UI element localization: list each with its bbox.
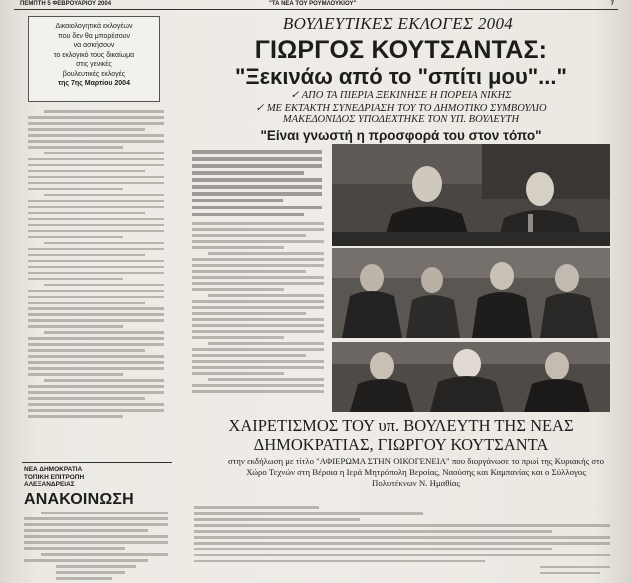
header-date: ΠΕΜΠΤΗ 5 ΦΕΒΡΟΥΑΡΙΟΥ 2004 xyxy=(20,1,112,7)
photo-council-meeting-image xyxy=(332,144,610,246)
article-subhead-2b: ΜΑΚΕΔΟΝΙΔΟΣ ΥΠΟΔΕΧΤΗΚΕ ΤΟΝ ΥΠ. ΒΟΥΛΕΥΤΗ xyxy=(282,114,520,125)
greeting-letter-lines xyxy=(194,506,610,578)
article-subhead-3: "Είναι γνωστή η προσφορά του στον τόπο" xyxy=(260,128,542,143)
intro-line: που δεν θα μπορέσουν xyxy=(57,32,131,40)
greeting-subline: στην εκδήλωση με τίτλο "ΑΦΙΕΡΩΜΑ ΣΤΗΝ ΟΙΚΟΓΕΝΕΙΑ" που διοργάνωσε το πρωί της Κυριακής στο Χώρο Τεχνών στη Βέροια η Ιερά Μητρόπολη Βεροίας, Ναούσης και Καμπανίας και ο Σύλλογος Πολυτέκνων Ν. Ημαθίας xyxy=(227,456,605,488)
article-body-column xyxy=(186,144,328,412)
header-masthead: "ΤΑ ΝΕΑ ΤΟΥ ΡΟΥΜΛΟΥΚΙΟΥ" xyxy=(269,1,357,7)
photo-greeting-crowd xyxy=(332,342,610,412)
announcement-signature xyxy=(56,565,136,580)
main-article xyxy=(186,12,616,583)
photo-group-meeting xyxy=(332,248,610,338)
photo-group-meeting-image xyxy=(332,248,610,338)
greeting-letter-text xyxy=(194,506,610,578)
greeting-headline: ΧΑΙΡΕΤΙΣΜΟΣ ΤΟΥ υπ. ΒΟΥΛΕΥΤΗ ΤΗΣ ΝΕΑΣ ΔΗΜΟΚΡΑΤΙΑΣ, ΓΙΩΡΓΟΥ ΚΟΥΤΣΑΝΤΑ xyxy=(228,416,574,454)
intro-line: Δικαιολογητικά εκλογέων xyxy=(55,23,133,30)
photo-greeting-crowd-image xyxy=(332,342,610,412)
article-headline-name: ΓΙΩΡΓΟΣ ΚΟΥΤΣΑΝΤΑΣ: xyxy=(254,36,548,64)
left-column-body-text xyxy=(28,110,164,421)
article-body-text xyxy=(192,222,324,392)
announcement-title: ΑΝΑΚΟΙΝΩΣΗ xyxy=(24,490,134,508)
announcement-body-text xyxy=(24,512,168,562)
voter-documents-box xyxy=(28,16,160,102)
intro-line: το εκλογικό τους δικαίωμα xyxy=(53,51,135,59)
article-lead-paragraph xyxy=(192,150,322,216)
intro-line: της 7ης Μαρτίου 2004 xyxy=(58,80,130,87)
article-headline-quote: "Ξεκινάω από το "σπίτι μου"..." xyxy=(235,64,567,89)
page-header-strip xyxy=(14,0,618,10)
intro-line: βουλευτικές εκλογές xyxy=(62,70,126,78)
header-page-number: 7 xyxy=(610,1,614,7)
intro-line: να ασκήσουν xyxy=(73,42,115,49)
article-subhead-1: ✓ ΑΠΟ ΤΑ ΠΙΕΡΙΑ ΞΕΚΙΝΗΣΕ Η ΠΟΡΕΙΑ ΝΙΚΗΣ xyxy=(290,90,512,101)
article-kicker: ΒΟΥΛΕΥΤΙΚΕΣ ΕΚΛΟΓΕΣ 2004 xyxy=(282,14,514,33)
article-subhead-2: ✓ ΜΕ ΕΚΤΑΚΤΗ ΣΥΝΕΔΡΙΑΣΗ ΤΟΥ ΤΟ ΔΗΜΟΤΙΚΟ ΣΥΜΒΟΥΛΙΟ xyxy=(255,103,547,114)
announcement-org: ΝΕΑ ΔΗΜΟΚΡΑΤΙΑ ΤΟΠΙΚΗ ΕΠΙΤΡΟΠΗ ΑΛΕΞΑΝΔΡΕΙΑΣ xyxy=(24,466,85,488)
photo-council-meeting xyxy=(332,144,610,246)
intro-line: στις γενικές xyxy=(76,61,112,68)
announcement-box xyxy=(22,462,172,583)
